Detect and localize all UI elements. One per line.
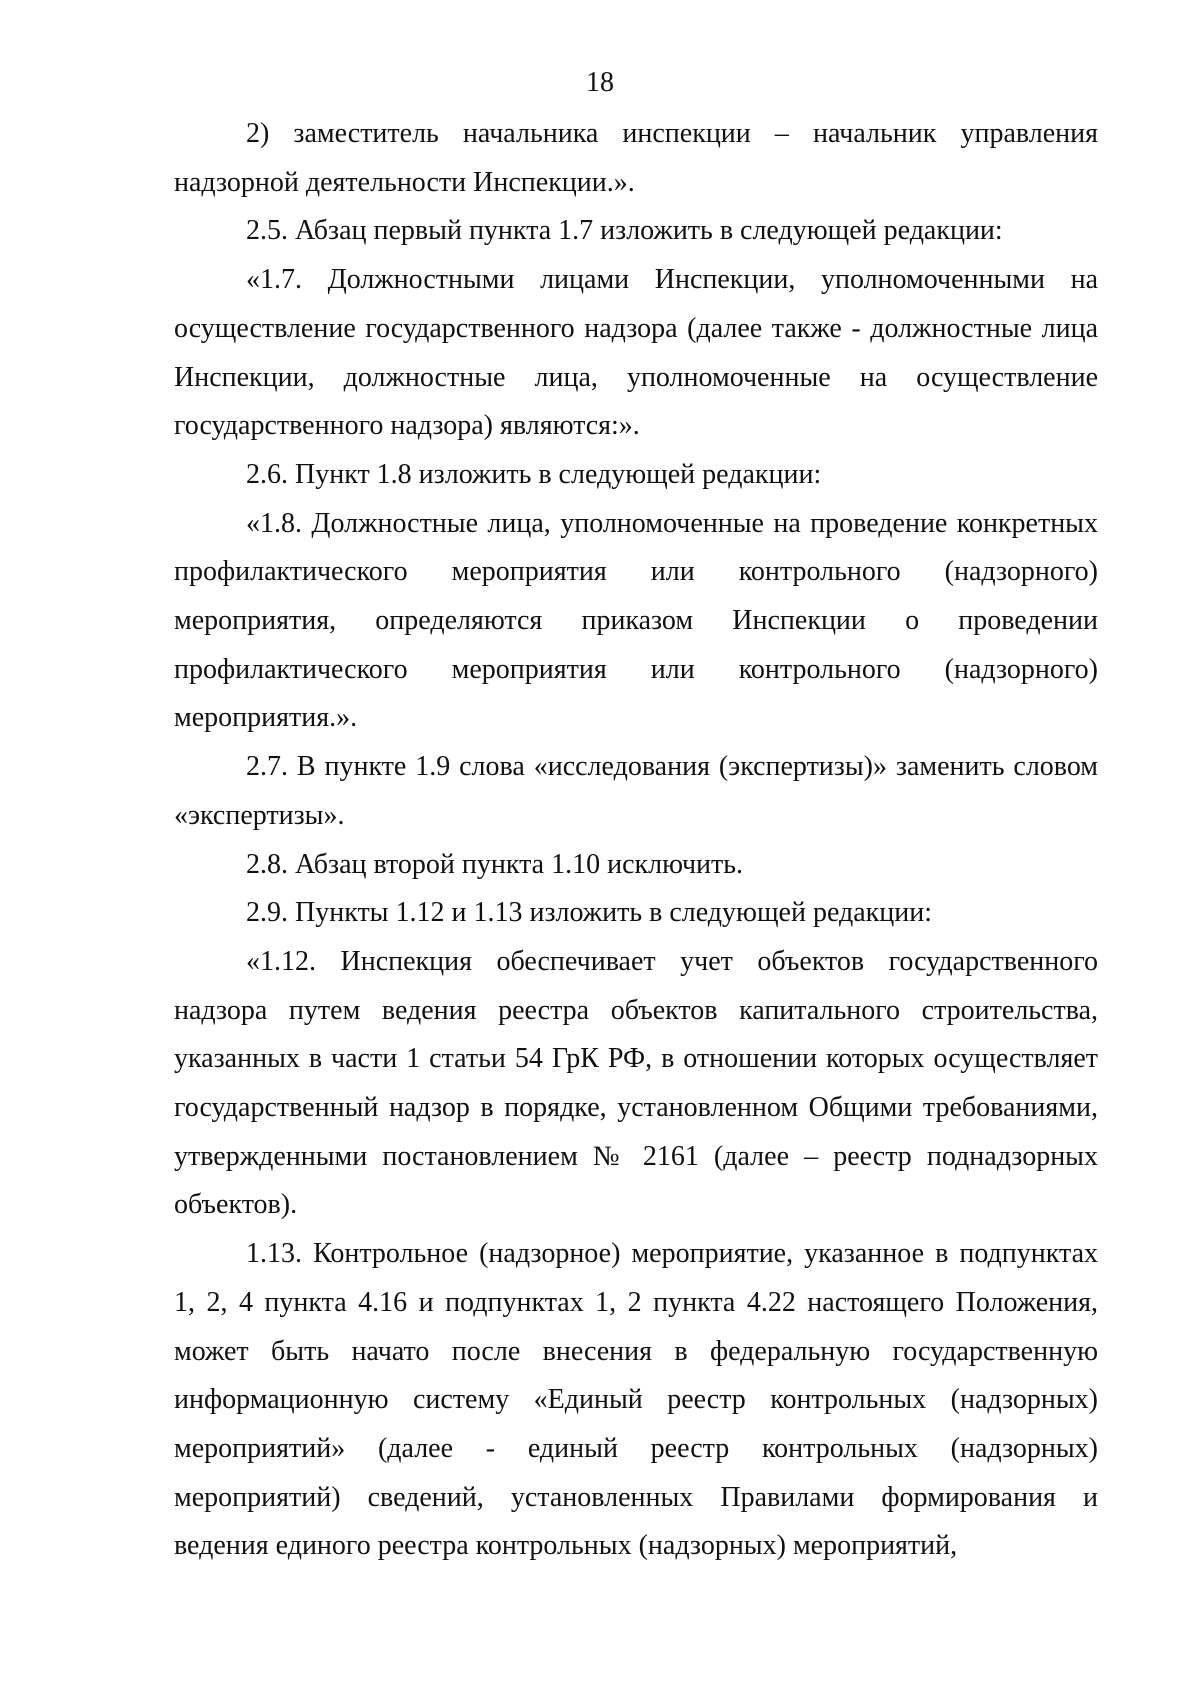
paragraph-quote-1-7: «1.7. Должностными лицами Инспекции, уполномоченными на осуществление государственного надзора (далее также - должностные лица Инспекции, должностные лица, уполномоченные на осуществление государственного надзора) являются:».	[174, 264, 1098, 442]
paragraph-2-7: 2.7. В пункте 1.9 слова «исследования (экспертизы)» заменить словом «экспертизы».	[174, 751, 1098, 831]
page-number: 18	[586, 67, 614, 98]
paragraph-2-9: 2.9. Пункты 1.12 и 1.13 изложить в следующей редакции:	[246, 897, 933, 929]
paragraph-quote-1-12: «1.12. Инспекция обеспечивает учет объектов государственного надзора путем ведения реестра объектов капитального строительства, указанных в части 1 статьи 54 ГрК РФ, в отношении которых осуществляет государственный надзор в порядке, установленном Общими требованиями, утвержденными постановлением № 2161 (далее – реестр поднадзорных объектов).	[174, 945, 1098, 1221]
document-body	[174, 110, 1098, 1571]
paragraph-item-2: 2) заместитель начальника инспекции – начальник управления надзорной деятельности Инспекции.».	[174, 118, 1098, 198]
paragraph-quote-1-8: «1.8. Должностные лица, уполномоченные на проведение конкретных профилактического мероприятия или контрольного (надзорного) мероприятия, определяются приказом Инспекции о проведении профилактического мероприятия или контрольного (надзорного) мероприятия.».	[174, 507, 1098, 734]
paragraph-2-8: 2.8. Абзац второй пункта 1.10 исключить.	[246, 848, 744, 880]
paragraph-2-5: 2.5. Абзац первый пункта 1.7 изложить в следующей редакции:	[246, 215, 1003, 247]
paragraph-2-6: 2.6. Пункт 1.8 изложить в следующей редакции:	[246, 458, 822, 490]
paragraph-1-13: 1.13. Контрольное (надзорное) мероприятие, указанное в подпунктах 1, 2, 4 пункта 4.16 и подпунктах 1, 2 пункта 4.22 настоящего Положения, может быть начато после внесения в федеральную государственную информационную систему «Единый реестр контрольных (надзорных) мероприятий» (далее - единый реестр контрольных (надзорных) мероприятий) сведений, установленных Правилами формирования и ведения единого реестра контрольных (надзорных) мероприятий,	[174, 1238, 1098, 1562]
